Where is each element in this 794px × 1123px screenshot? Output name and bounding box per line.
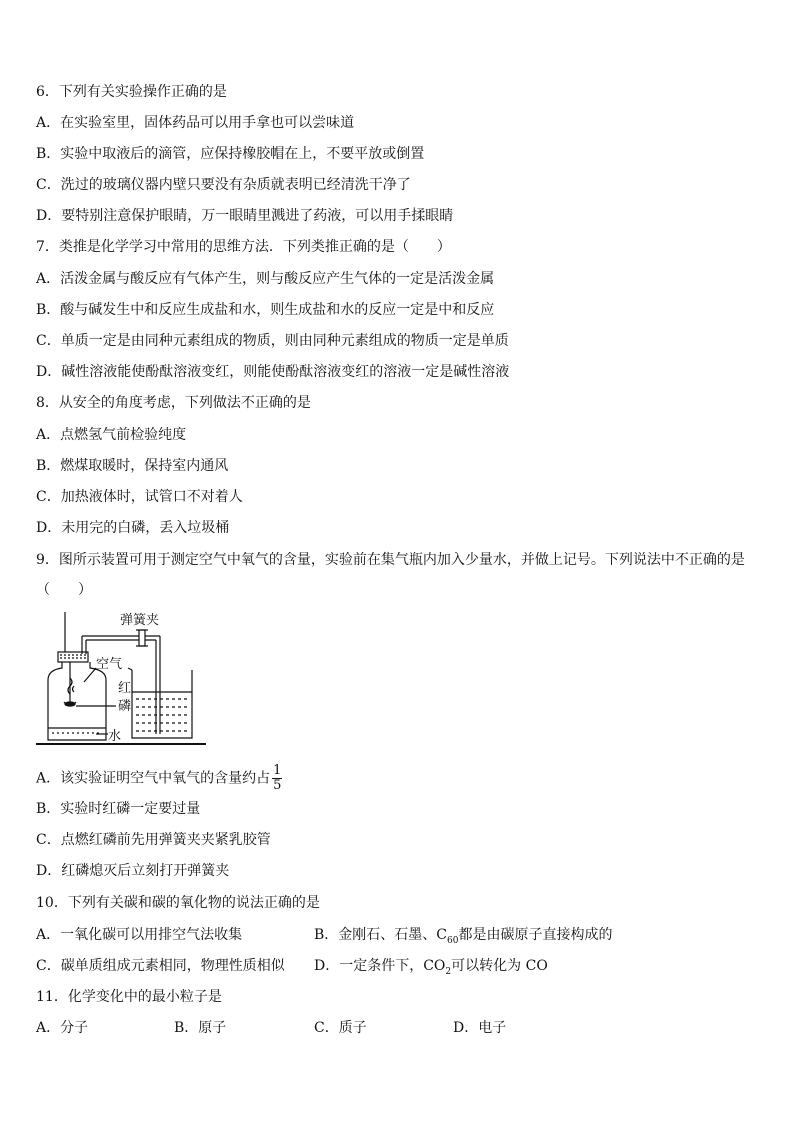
- q8-option-b: B．燃煤取暖时，保持室内通风: [36, 458, 229, 474]
- q10-option-b-sub: 60: [447, 935, 459, 946]
- q9-option-d: D．红磷熄灭后立刻打开弹簧夹: [36, 863, 230, 879]
- label-spring-clamp: 弹簧夹: [120, 613, 160, 628]
- q10-option-c: C．碳单质组成元素相同，物理性质相似: [36, 958, 285, 974]
- fraction-one-fifth: [272, 764, 282, 793]
- q9-option-b: B．实验时红磷一定要过量: [36, 801, 201, 817]
- q9-answer-blank: （ ）: [36, 582, 92, 598]
- q8-option-a: A．点燃氢气前检验纯度: [36, 427, 187, 443]
- q7-option-a: A．活泼金属与酸反应有气体产生，则与酸反应产生气体的一定是活泼金属: [36, 271, 495, 287]
- q11-option-c: C．质子: [314, 1020, 367, 1036]
- q9-stem: 9．图所示装置可用于测定空气中氧气的含量，实验前在集气瓶内加入少量水，并做上记号。下列说法中不正确的是: [36, 552, 745, 568]
- q7-option-d: D．碱性溶液能使酚酞溶液变红，则能使酚酞溶液变红的溶液一定是碱性溶液: [36, 364, 510, 380]
- q10-option-b-post: 都是由碳原子直接构成的: [458, 927, 613, 943]
- q10-option-d: [314, 957, 548, 981]
- q6-option-d: D．要特别注意保护眼睛，万一眼睛里溅进了药液，可以用手揉眼睛: [36, 208, 454, 224]
- q10-stem: 10．下列有关碳和碳的氧化物的说法正确的是: [36, 895, 320, 911]
- q10-option-b-pre: B．金刚石、石墨、C: [314, 927, 447, 943]
- label-phosphorus: 磷: [118, 699, 132, 714]
- q11-stem: 11．化学变化中的最小粒子是: [36, 989, 222, 1005]
- q8-option-c: C．加热液体时，试管口不对着人: [36, 489, 243, 505]
- q6-option-c: C．洗过的玻璃仪器内壁只要没有杂质就表明已经清洗干净了: [36, 177, 411, 193]
- q9-option-a-text: A．该实验证明空气中氧气的含量约占: [36, 770, 271, 787]
- q10-option-d-post: 可以转化为 CO: [451, 958, 548, 974]
- q10-option-b: [314, 926, 612, 950]
- q6-option-b: B．实验中取液后的滴管，应保持橡胶帽在上，不要平放或倒置: [36, 146, 425, 162]
- label-water: 水: [108, 729, 122, 744]
- fraction-numerator: 1: [273, 763, 282, 778]
- fraction-denominator: 5: [273, 778, 282, 793]
- q7-option-b: B．酸与碱发生中和反应生成盐和水，则生成盐和水的反应一定是中和反应: [36, 302, 495, 318]
- label-air: 空气: [96, 657, 123, 672]
- q11-option-b: B．原子: [174, 1020, 227, 1036]
- q6-stem: 6．下列有关实验操作正确的是: [36, 84, 227, 100]
- q8-stem: 8．从安全的角度考虑，下列做法不正确的是: [36, 395, 311, 411]
- q9-option-a: [36, 764, 282, 793]
- q10-option-d-pre: D．一定条件下，CO: [314, 958, 446, 974]
- q9-option-c: C．点燃红磷前先用弹簧夹夹紧乳胶管: [36, 832, 271, 848]
- q11-option-a: A．分子: [36, 1020, 89, 1036]
- q7-option-c: C．单质一定是由同种元素组成的物质，则由同种元素组成的物质一定是单质: [36, 333, 509, 349]
- q11-option-d: D．电子: [453, 1020, 507, 1036]
- q6-option-a: A．在实验室里，固体药品可以用手拿也可以尝味道: [36, 115, 355, 131]
- q8-option-d: D．未用完的白磷，丢入垃圾桶: [36, 520, 230, 536]
- label-red: 红: [118, 681, 132, 696]
- q7-stem: 7．类推是化学学习中常用的思维方法．下列类推正确的是（ ）: [36, 239, 451, 255]
- oxygen-experiment-diagram: [36, 606, 206, 748]
- q10-option-a: A．一氧化碳可以用排空气法收集: [36, 927, 243, 943]
- q10-option-d-sub: 2: [445, 966, 452, 977]
- apparatus-drawing: [36, 612, 206, 744]
